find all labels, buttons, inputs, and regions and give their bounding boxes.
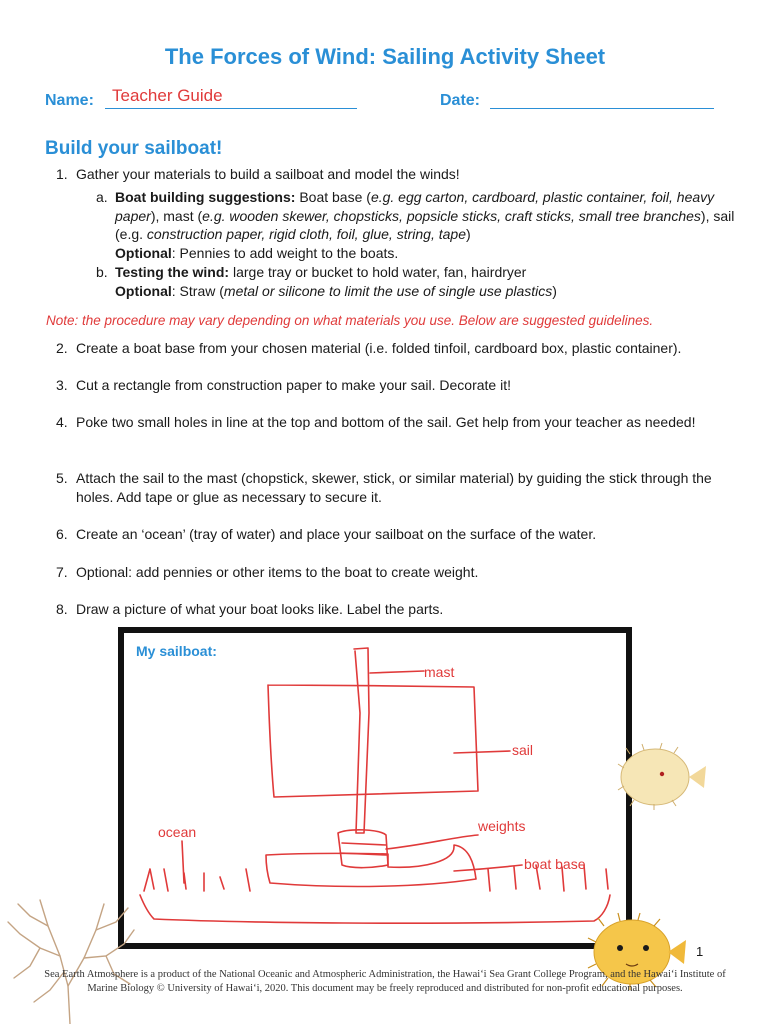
step-6 (56, 525, 597, 544)
step-text: Gather your materials to build a sailboat and model the winds! (76, 166, 460, 182)
drawing-box-label: My sailboat: (136, 643, 217, 659)
annotation-ocean: ocean (158, 824, 197, 840)
footer-credit: Sea Earth Atmosphere is a product of the National Oceanic and Atmospheric Administration, the Hawaiʻi Sea Grant College Program, and the Hawaiʻi Institute of Marine Biology © University of Hawaiʻi, 2020. This document may be freely reproduced and distributed for non-profit educational purposes. (44, 969, 726, 994)
sub-a-italic-3: construction paper, rigid cloth, foil, glue, string, tape (146, 226, 466, 242)
sub-item-b-body (115, 263, 735, 300)
weights-pointer (386, 835, 478, 849)
ocean-pointer (182, 841, 184, 883)
drawing-box[interactable] (118, 627, 632, 949)
step-text: Create a boat base from your chosen material (i.e. folded tinfoil, cardboard box, plastic container). (76, 340, 682, 356)
mast-drawing (354, 648, 369, 833)
sub-b-italic-1: metal or silicone to limit the use of single use plastics (223, 282, 553, 299)
sub-a-italic-2: e.g. wooden skewer, chopsticks, popsicle sticks, craft sticks, small tree branches (202, 207, 701, 224)
name-value: Teacher Guide (112, 86, 223, 105)
step-text: Cut a rectangle from construction paper to make your sail. Decorate it! (76, 377, 511, 393)
mast-pointer (370, 671, 424, 673)
sub-b-heading: Testing the wind: (115, 264, 230, 280)
annotation-weights: weights (478, 818, 526, 834)
step-8 (56, 600, 444, 619)
sub-b-text-1: : Straw ( (171, 282, 224, 299)
sub-a-optional-label: Optional (115, 244, 172, 261)
section-heading: Build your sailboat! (45, 138, 223, 159)
step-number: 2. (56, 340, 68, 356)
step-number: 1. (56, 166, 68, 182)
step-3 (56, 376, 511, 395)
step-5 (56, 469, 712, 505)
date-label: Date: (440, 92, 481, 109)
sailboat-drawing (124, 633, 626, 943)
ocean-outline (140, 895, 610, 923)
step-text: Attach the sail to the mast (chopstick, skewer, stick, or similar material) by guiding the stick through the holes. Add tape or glue as necessary to secure it. (76, 470, 712, 505)
step-2 (56, 339, 682, 358)
sub-a-text-3: ), sail (e.g. (115, 207, 735, 242)
step-text: Create an ‘ocean’ (tray of water) and place your sailboat on the surface of the water. (76, 526, 597, 542)
pufferfish-icon (610, 742, 710, 812)
page-number: 1 (696, 944, 704, 959)
sub-item-a-body (115, 188, 735, 262)
page-title: The Forces of Wind: Sailing Activity Sheet (164, 44, 606, 69)
sail-pointer (454, 751, 510, 753)
step-4 (56, 413, 696, 432)
sub-a-text-1: Boat base ( (295, 189, 371, 205)
name-label: Name: (45, 92, 94, 109)
annotation-boat-base: boat base (524, 856, 586, 872)
sub-b-text-2: ) (552, 282, 557, 299)
step-number: 8. (56, 601, 68, 617)
sub-a-italic-1: e.g. egg carton, cardboard, plastic container, foil, heavy paper (115, 189, 715, 224)
sub-a-text-2: ), mast ( (150, 207, 203, 224)
sub-letter: b. (96, 264, 108, 280)
step-number: 3. (56, 377, 68, 393)
sub-letter: a. (96, 189, 108, 205)
step-number: 4. (56, 414, 68, 430)
name-field-line[interactable] (105, 108, 357, 109)
sub-a-text-4: ) (465, 226, 471, 242)
sub-b-text: large tray or bucket to hold water, fan, hairdryer (229, 264, 527, 280)
step-1 (56, 165, 460, 184)
sub-a-optional-text: : Pennies to add weight to the boats. (171, 244, 399, 261)
step-text: Optional: add pennies or other items to the boat to create weight. (76, 564, 479, 580)
sub-b-optional-label: Optional (115, 282, 172, 299)
sail-drawing (268, 685, 478, 797)
step-number: 6. (56, 526, 68, 542)
procedure-note: Note: the procedure may vary depending on what materials you use. Below are suggested guidelines. (46, 313, 654, 328)
step-text: Draw a picture of what your boat looks like. Label the parts. (76, 601, 444, 617)
coral-icon (0, 886, 140, 1024)
date-field-line[interactable] (490, 108, 714, 109)
annotation-mast: mast (424, 664, 455, 680)
step-number: 5. (56, 470, 68, 486)
annotation-sail: sail (512, 742, 534, 758)
boat-base-drawing (266, 845, 476, 886)
step-7 (56, 563, 479, 582)
sub-a-heading: Boat building suggestions: (115, 189, 296, 205)
step-number: 7. (56, 564, 68, 580)
weights-drawing (338, 830, 388, 868)
step-text: Poke two small holes in line at the top and bottom of the sail. Get help from your teacher as needed! (76, 414, 696, 430)
